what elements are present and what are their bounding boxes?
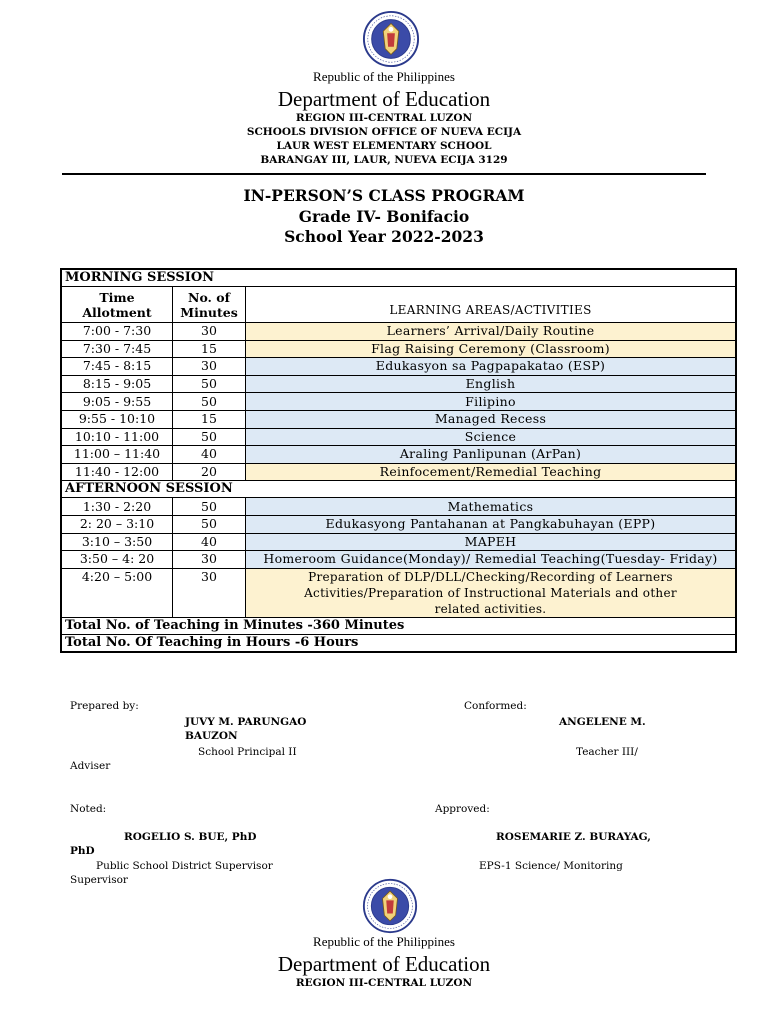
activity-cell [246,568,737,617]
minutes-header-line1: No. of [188,289,230,305]
time-cell: 11:00 – 11:40 [61,446,173,464]
total-cell: Total No. of Teaching in Minutes -360 Minutes [61,617,736,634]
minutes-header-line2: Minutes [180,304,238,320]
table-row [61,375,736,393]
division-label: SCHOOLS DIVISION OFFICE OF NUEVA ECIJA [246,126,522,138]
minutes-cell: 15 [173,340,246,358]
activity-cell: Araling Panlipunan (ArPan) [246,446,737,464]
conformed-label: Conformed: [464,700,527,712]
address-label: BARANGAY III, LAUR, NUEVA ECIJA 3129 [260,154,508,166]
table-header-row [61,287,736,323]
department-title: Department of Education [277,87,491,111]
minutes-cell: 50 [173,428,246,446]
conformed-role: Teacher III/ [576,746,638,758]
time-cell: 2: 20 – 3:10 [61,515,173,533]
time-cell: 3:50 – 4: 20 [61,551,173,569]
activity-cell: Homeroom Guidance(Monday)/ Remedial Teaching(Tuesday- Friday) [246,551,737,569]
table-row [61,498,736,516]
footer-deped-seal [362,878,418,934]
minutes-cell: 40 [173,533,246,551]
table-row [61,515,736,533]
minutes-header [173,287,246,323]
table-row [61,533,736,551]
activity-cell: Managed Recess [246,410,737,428]
time-cell: 3:10 – 3:50 [61,533,173,551]
table-row [61,358,736,376]
activity-cell: Learners’ Arrival/Daily Routine [246,323,737,341]
table-row [61,428,736,446]
deped-seal [362,10,420,68]
conformed-role-cont: Adviser [70,760,111,772]
table-row [61,323,736,341]
minutes-cell: 40 [173,446,246,464]
time-cell: 1:30 - 2:20 [61,498,173,516]
table-row [61,551,736,569]
total-cell: Total No. Of Teaching in Hours -6 Hours [61,634,736,652]
minutes-cell: 50 [173,498,246,516]
school-year: School Year 2022-2023 [284,227,484,246]
total-row [61,634,736,652]
time-cell: 9:05 - 9:55 [61,393,173,411]
activity-line: Preparation of DLP/DLL/Checking/Recording of Learners [308,569,673,584]
activity-cell: MAPEH [246,533,737,551]
activity-cell: Filipino [246,393,737,411]
class-program-table [60,268,737,653]
footer-republic-label: Republic of the Philippines [313,934,455,949]
activity-cell: Edukasyong Pantahanan at Pangkabuhayan (EPP) [246,515,737,533]
total-row [61,617,736,634]
table-row [61,463,736,481]
prepared-by-label: Prepared by: [70,700,139,712]
minutes-cell: 50 [173,375,246,393]
table-row [61,446,736,464]
activity-cell: Flag Raising Ceremony (Classroom) [246,340,737,358]
table-row [61,393,736,411]
minutes-cell: 50 [173,515,246,533]
morning-session-row [61,269,736,287]
conformed-name: ANGELENE M. [559,716,646,728]
activity-cell: English [246,375,737,393]
activity-cell: Mathematics [246,498,737,516]
time-allotment-header [61,287,173,323]
minutes-cell: 30 [173,551,246,569]
activity-line: Activities/Preparation of Instructional Materials and other [304,585,677,600]
morning-session-label: MORNING SESSION [61,269,736,287]
activity-cell: Edukasyon sa Pagpapakatao (ESP) [246,358,737,376]
minutes-cell: 20 [173,463,246,481]
grade-section: Grade IV- Bonifacio [298,207,470,226]
time-cell: 11:40 - 12:00 [61,463,173,481]
learning-areas-header: LEARNING AREAS/ACTIVITIES [246,287,737,323]
footer-department-title: Department of Education [277,952,491,976]
conformed-name-cont: BAUZON [185,730,238,742]
activity-cell: Science [246,428,737,446]
minutes-cell: 30 [173,568,246,617]
header-divider [62,173,706,175]
table-row [61,410,736,428]
approved-label: Approved: [435,803,490,815]
afternoon-session-row [61,481,736,498]
time-cell: 10:10 - 11:00 [61,428,173,446]
approved-role: EPS-1 Science/ Monitoring [479,860,623,872]
approved-name: ROSEMARIE Z. BURAYAG, [496,831,651,843]
program-title: IN-PERSON’S CLASS PROGRAM [243,186,525,205]
school-label: LAUR WEST ELEMENTARY SCHOOL [276,140,492,152]
time-cell: 4:20 – 5:00 [61,568,173,617]
approved-role-cont: Supervisor [70,874,128,886]
time-cell: 9:55 - 10:10 [61,410,173,428]
activity-cell: Reinfocement/Remedial Teaching [246,463,737,481]
minutes-cell: 30 [173,358,246,376]
time-cell: 8:15 - 9:05 [61,375,173,393]
time-cell: 7:45 - 8:15 [61,358,173,376]
minutes-cell: 30 [173,323,246,341]
approved-name-cont: PhD [70,845,95,857]
afternoon-session-label: AFTERNOON SESSION [61,481,736,498]
prepared-name: JUVY M. PARUNGAO [185,716,307,728]
activity-line: related activities. [434,601,547,616]
time-header-line2: Allotment [82,304,152,320]
noted-role: Public School District Supervisor [96,860,273,872]
republic-label: Republic of the Philippines [313,69,455,84]
noted-label: Noted: [70,803,107,815]
table-row [61,340,736,358]
prepared-role: School Principal II [198,746,297,758]
minutes-cell: 15 [173,410,246,428]
time-cell: 7:30 - 7:45 [61,340,173,358]
time-header-line1: Time [99,289,135,305]
footer-region-label: REGION III-CENTRAL LUZON [295,977,473,989]
time-cell: 7:00 - 7:30 [61,323,173,341]
noted-name: ROGELIO S. BUE, PhD [124,831,257,843]
region-label: REGION III-CENTRAL LUZON [295,112,473,124]
minutes-cell: 50 [173,393,246,411]
table-row [61,568,736,617]
